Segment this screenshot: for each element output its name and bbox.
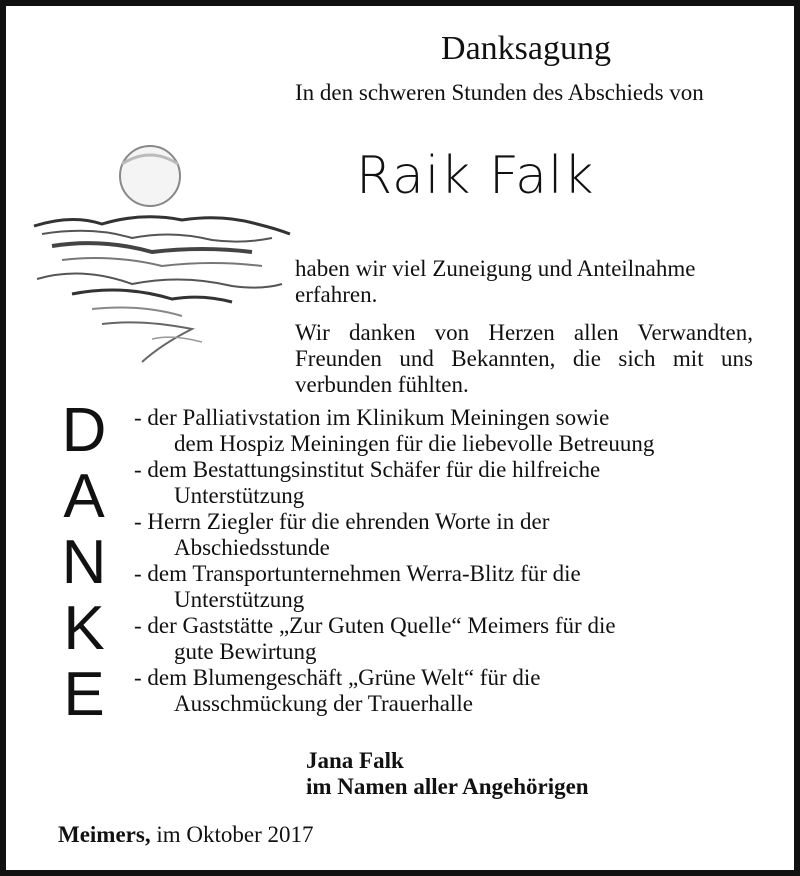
list-item-line: - der Gaststätte „Zur Guten Quelle“ Meimers für die bbox=[134, 613, 616, 638]
list-item-line: Unterstützung bbox=[174, 483, 305, 508]
signature-note: im Namen aller Angehörigen bbox=[306, 774, 589, 799]
intro-text: In den schweren Stunden des Abschieds von bbox=[295, 80, 704, 105]
signature bbox=[306, 748, 589, 800]
place: Meimers, bbox=[58, 822, 151, 847]
list-item-line: dem Hospiz Meiningen für die liebevolle Betreuung bbox=[174, 431, 655, 456]
list-item bbox=[134, 561, 764, 613]
paragraph-1: haben wir viel Zuneigung und Anteilnahme erfahren. bbox=[295, 256, 696, 307]
date: im Oktober 2017 bbox=[156, 822, 314, 847]
danke-letter: E bbox=[63, 660, 105, 729]
danke-letter: D bbox=[61, 396, 107, 465]
list-item-line: - Herrn Ziegler für die ehrenden Worte in der bbox=[134, 509, 550, 534]
danke-letter: N bbox=[61, 528, 107, 597]
list-item-line: Unterstützung bbox=[174, 587, 305, 612]
danke-vertical-word bbox=[54, 398, 114, 728]
place-date bbox=[58, 822, 314, 848]
thanks-list bbox=[134, 405, 764, 717]
sun-over-lake-sketch-icon bbox=[32, 134, 292, 369]
danke-letter: A bbox=[63, 462, 105, 531]
list-item bbox=[134, 665, 764, 717]
list-item-line: - dem Blumengeschäft „Grüne Welt“ für die bbox=[134, 665, 541, 690]
list-item-line: - dem Transportunternehmen Werra-Blitz für die bbox=[134, 561, 581, 586]
list-item bbox=[134, 457, 764, 509]
list-item-line: Ausschmückung der Trauerhalle bbox=[174, 691, 473, 716]
list-item-line: Abschiedsstunde bbox=[174, 535, 330, 560]
list-item bbox=[134, 405, 764, 457]
list-item-line: - der Palliativstation im Klinikum Meiningen sowie bbox=[134, 405, 610, 430]
list-item-line: - dem Bestattungsinstitut Schäfer für die hilfreiche bbox=[134, 457, 601, 482]
danke-letter: K bbox=[63, 594, 105, 663]
list-item bbox=[134, 613, 764, 665]
list-item-line: gute Bewirtung bbox=[174, 639, 317, 664]
heading: Danksagung bbox=[441, 30, 611, 67]
list-item bbox=[134, 509, 764, 561]
signature-name: Jana Falk bbox=[306, 748, 404, 773]
deceased-name: Raik Falk bbox=[356, 146, 595, 206]
paragraph-2: Wir danken von Herzen allen Verwandten, Freunden und Bekannten, die sich mit uns verbunden fühlten. bbox=[295, 320, 753, 397]
